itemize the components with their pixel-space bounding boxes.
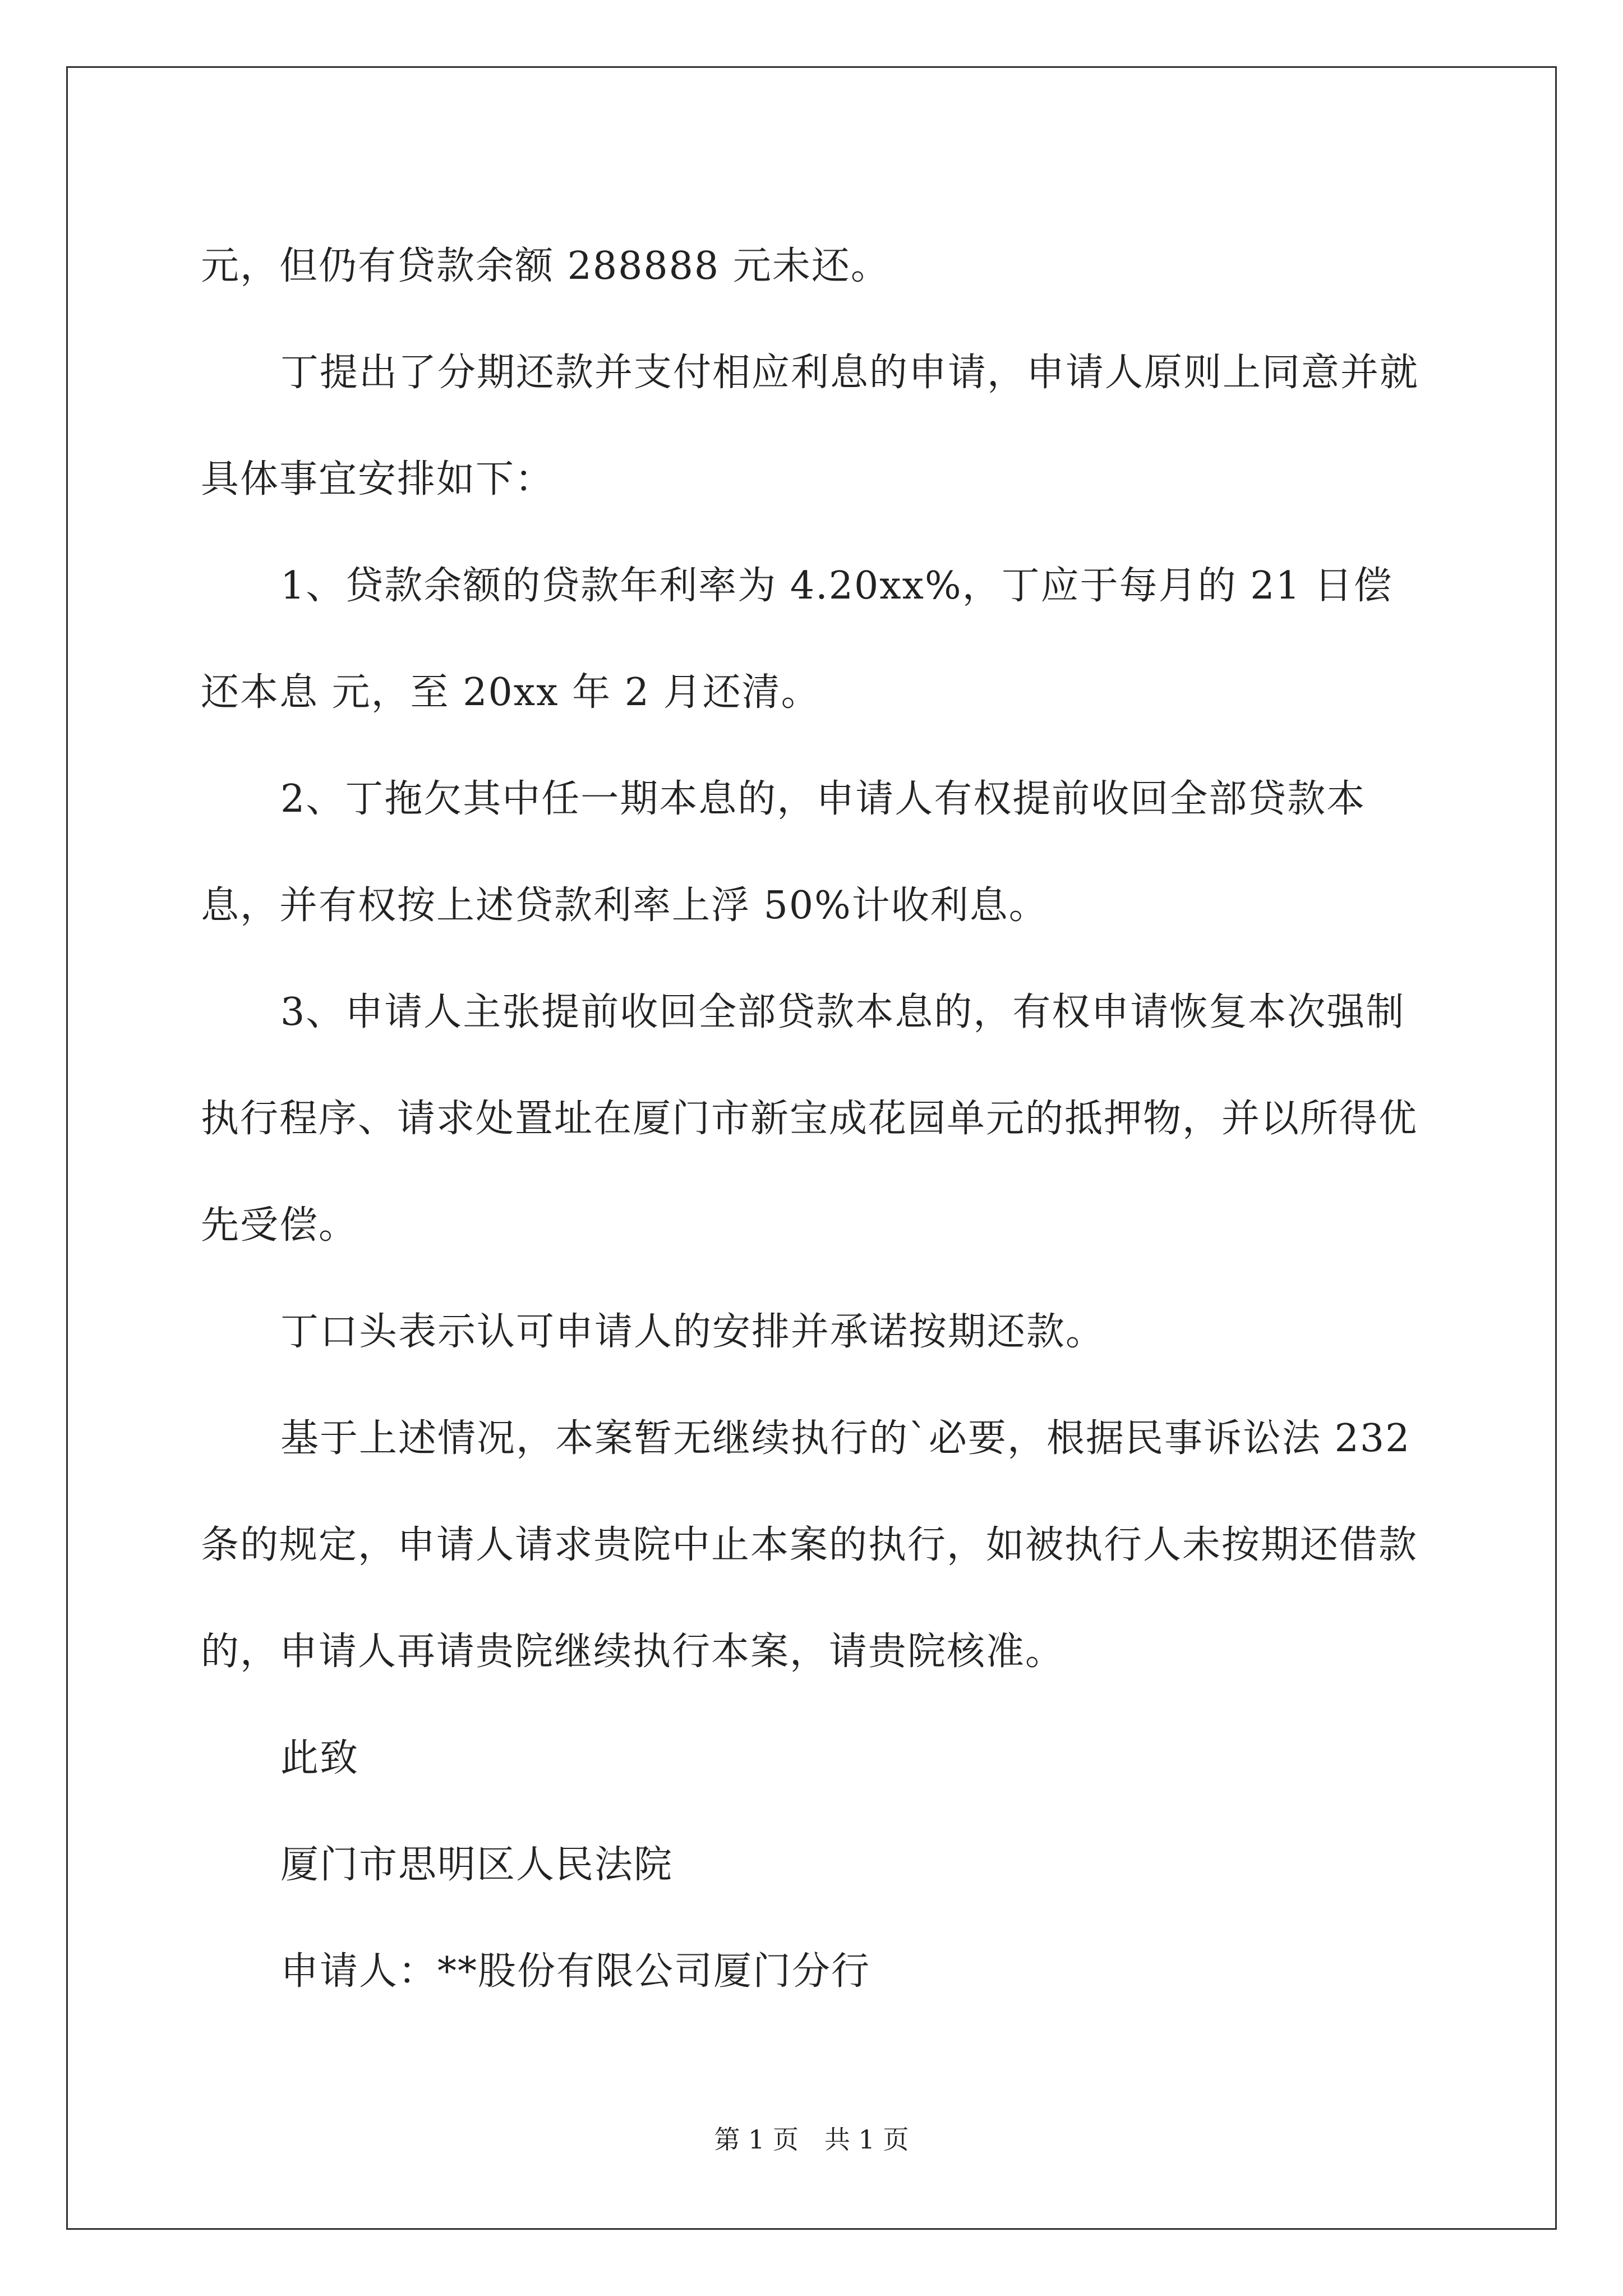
applicant-signature: 申请人：**股份有限公司厦门分行: [280, 1949, 871, 1994]
paragraph-installment-request: 丁提出了分期还款并支付相应利息的申请，申请人原则上同意并就具体事宜安排如下：: [201, 351, 1419, 501]
page-number-footer: 第 1 页 共 1 页: [714, 2124, 909, 2155]
document-body: [201, 213, 1427, 2025]
paragraph-acknowledgement: 丁口头表示认可申请人的安排并承诺按期还款。: [280, 1310, 1105, 1354]
paragraph-request-suspension: 基于上述情况，本案暂无继续执行的`必要，根据民事诉讼法 232 条的规定，申请人请求贵院中止本案的执行，如被执行人未按期还借款的，申请人再请贵院继续执行本案，请贵院核准。: [201, 1416, 1418, 1674]
paragraph-term-2: 2、丁拖欠其中任一期本息的，申请人有权提前收回全部贷款本息，并有权按上述贷款利率上浮 50%计收利息。: [201, 777, 1366, 928]
paragraph-continuation: 元，但仍有贷款余额 288888 元未还。: [201, 244, 890, 288]
paragraph-term-3: 3、申请人主张提前收回全部贷款本息的，有权申请恢复本次强制执行程序、请求处置址在厦门市新宝成花园单元的抵押物，并以所得优先受偿。: [201, 990, 1418, 1248]
recipient-court: 厦门市思明区人民法院: [280, 1843, 674, 1887]
paragraph-term-1: 1、贷款余额的贷款年利率为 4.20xx%，丁应于每月的 21 日偿还本息 元，至 20xx 年 2 月还清。: [201, 564, 1393, 715]
closing-salutation: 此致: [280, 1736, 359, 1780]
